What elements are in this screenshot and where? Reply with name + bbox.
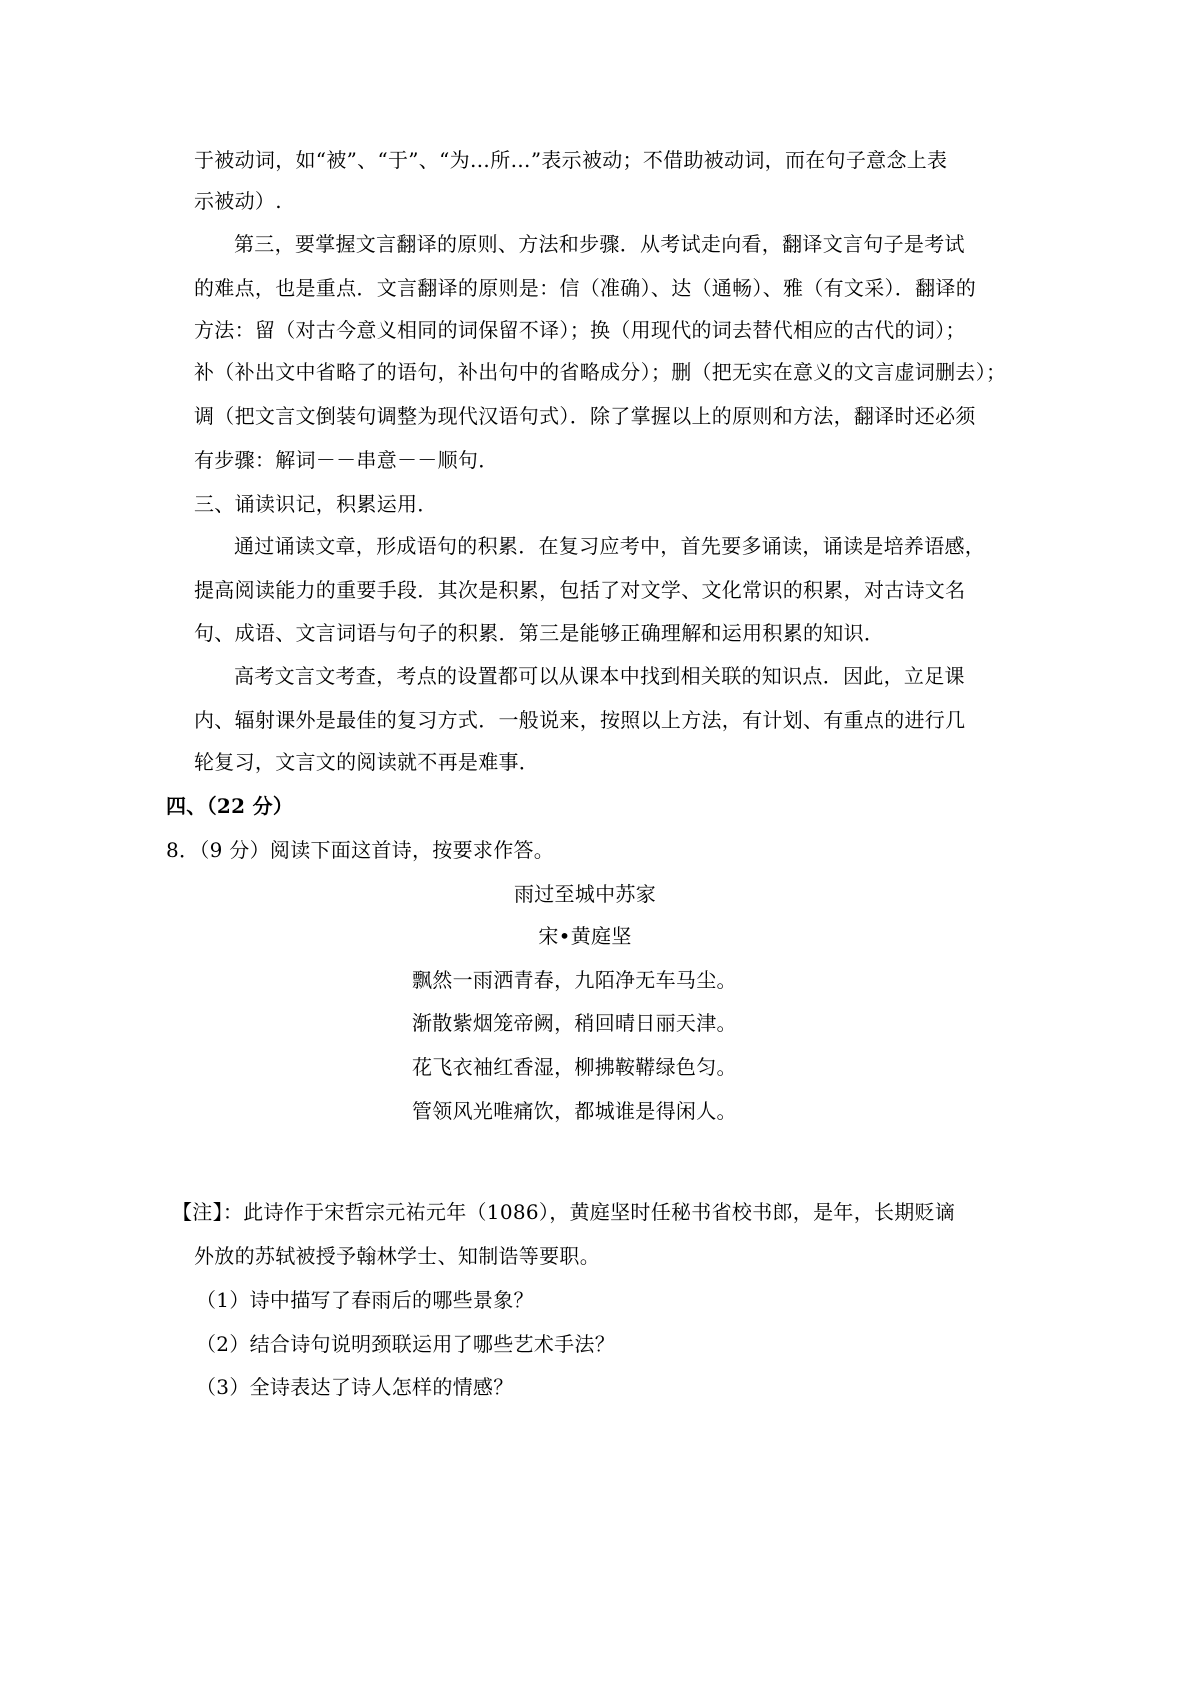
paragraph-third-line-1: 第三，要掌握文言翻译的原则、方法和步骤．从考试走向看，翻译文言句子是考试 [234,232,965,256]
sub-question-3: （3）全诗表达了诗人怎样的情感？ [196,1375,514,1399]
poem-line-3: 花飞衣袖红香湿，柳拂鞍鞯绿色匀。 [412,1055,737,1079]
section-three-p1-line-2: 提高阅读能力的重要手段．其次是积累，包括了对文学、文化常识的积累，对古诗文名 [194,578,966,602]
paragraph-third-line-4: 补（补出文中省略了的语句，补出句中的省略成分）；删（把无实在意义的文言虚词删去）； [194,360,1007,384]
question-8: 8．（9 分）阅读下面这首诗，按要求作答。 [166,838,555,862]
note-line-2: 外放的苏轼被授予翰林学士、知制诰等要职。 [194,1244,600,1268]
section-three-p1-line-1: 通过诵读文章，形成语句的积累．在复习应考中，首先要多诵读，诵读是培养语感， [234,534,986,558]
sub-question-2: （2）结合诗句说明颈联运用了哪些艺术手法？ [196,1332,616,1356]
section-three-p2-line-2: 内、辐射课外是最佳的复习方式．一般说来，按照以上方法，有计划、有重点的进行几 [194,708,966,732]
poem-line-2: 渐散紫烟笼帝阙，稍回晴日丽天津。 [412,1011,737,1035]
sub-question-1: （1）诗中描写了春雨后的哪些景象？ [196,1288,534,1312]
paragraph-third-line-5: 调（把文言文倒装句调整为现代汉语句式）．除了掌握以上的原则和方法，翻译时还必须 [194,404,976,428]
poem-line-1: 飘然一雨洒青春，九陌净无车马尘。 [412,968,737,992]
poem-line-4: 管领风光唯痛饮，都城谁是得闲人。 [412,1099,737,1123]
section-three-p2-line-3: 轮复习，文言文的阅读就不再是难事． [194,750,540,774]
paragraph-third-line-2: 的难点，也是重点．文言翻译的原则是：信（准确）、达（通畅）、雅（有文采）．翻译的 [194,276,976,300]
section-three-p2-line-1: 高考文言文考查，考点的设置都可以从课本中找到相关联的知识点．因此，立足课 [234,664,965,688]
section-three-p1-line-3: 句、成语、文言词语与句子的积累．第三是能够正确理解和运用积累的知识． [194,621,885,645]
poem-title: 雨过至城中苏家 [513,882,657,906]
paragraph-third-line-3: 方法：留（对古今意义相同的词保留不译）；换（用现代的词去替代相应的古代的词）； [194,318,966,342]
note-line-1: 【注】：此诗作于宋哲宗元祐元年（1086），黄庭坚时任秘书省校书郎，是年，长期贬谪 [172,1200,956,1224]
section-three-heading: 三、诵读识记，积累运用． [194,492,438,516]
poem-author: 宋•黄庭坚 [538,924,632,948]
paragraph-cont-line-2: 示被动）. [194,189,282,213]
paragraph-third-line-6: 有步骤：解词－－串意－－顺句． [194,448,499,472]
section-four-heading: 四、（22 分） [166,794,294,818]
paragraph-cont-line-1: 于被动词，如“被”、“于”、“为…所…”表示被动；不借助被动词，而在句子意念上表 [194,148,948,172]
